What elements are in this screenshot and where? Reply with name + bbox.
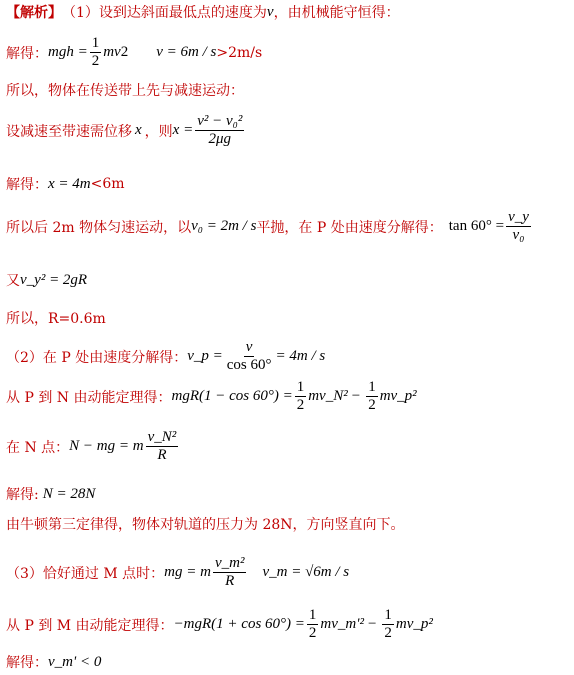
fraction-den: 2 [296,396,305,413]
tan-num: v_y [508,209,529,225]
line-14-text: （3）恰好通过 M 点时： [6,565,165,582]
line-10-text: 从 P 到 N 由动能定理得： [6,389,172,406]
vp-fraction [225,340,274,373]
tan-fraction [506,210,531,243]
line-15 [6,608,433,641]
line-10 [6,380,417,413]
energy-pn-lhs: mgR(1 − cos 60°) = [171,388,293,405]
fraction-den: 2 [91,52,100,69]
line-14 [6,556,349,589]
kinetic-p: mv_p² [379,388,417,405]
line-6 [6,210,533,243]
line-9-text: （2）在 P 处由速度分解得： [6,349,188,366]
fraction-half-b [366,380,378,413]
line-2-label: 解得： [6,45,48,62]
fraction-num: 1 [296,379,305,395]
fraction-den: 2 [384,624,392,641]
tan-lhs: tan 60° = [448,218,505,235]
displacement-lhs: x = [172,122,194,139]
kinetic-n: mv_N² [308,388,348,405]
velocity-compare: >2m/s [216,44,263,61]
line-7 [6,270,87,290]
vp-rhs: = 4m / s [275,348,326,365]
line-13-text: 由牛顿第三定律得，物体对轨道的压力为 28N，方向竖直向下。 [6,517,405,533]
displacement-den: 2μg [208,130,232,147]
line-13 [6,514,405,534]
line-8 [6,308,106,328]
fraction-den: 2 [308,624,317,641]
line-11-text: 在 N 点： [6,439,70,456]
line-1-text-a: （1）设到达斜面最低点的速度为 [62,5,267,21]
displacement-num: v² − v₀² [197,113,243,129]
analysis-tag: 【解析】 [6,5,62,21]
line-1 [6,2,400,22]
line-6-text-b: 平抛，在 P 处由速度分解得： [256,219,443,236]
line-5-label: 解得： [6,177,48,193]
displacement-compare: <6m [90,176,125,192]
square-exp: 2 [120,44,129,61]
fraction-num: 1 [308,607,317,623]
line-11 [6,430,180,463]
newton-n-num: v_N² [147,429,177,445]
line-8-text: 所以，R=0.6m [6,311,106,327]
line-2 [6,36,262,69]
line-9 [6,340,325,373]
fraction-half [90,36,102,69]
line-5 [6,174,125,194]
minus-sign: − [367,616,377,633]
energy-eq-mv: mv [103,44,121,61]
fraction-half-c [307,608,319,641]
energy-pm-lhs: −mgR(1 + cos 60°) = [173,616,305,633]
energy-eq-lhs: mgh = [48,44,88,61]
vm-prime-result: v_m' < 0 [48,653,102,670]
displacement-fraction [195,114,244,147]
tan-den: v₀ [512,226,525,243]
line-12 [6,484,95,504]
fraction-num: 1 [368,379,376,395]
vp-num: v [245,339,253,355]
line-1-text-b: ，由机械能守恒得： [273,5,400,21]
line-4 [6,114,246,147]
kinetic-m: mv_m'² [320,616,364,633]
line-7-text: 又 [6,273,20,289]
line-12-label: 解得: [6,487,39,503]
vp-lhs: v_p = [187,348,223,365]
vp-den: cos 60° [226,356,272,373]
newton-m-fraction [213,556,247,589]
line-3-text: 所以，物体在传送带上先与减速运动： [6,83,244,99]
x-symbol: x [135,122,142,139]
line-16-label: 解得： [6,655,48,671]
line-15-text: 从 P 到 M 由动能定理得： [6,617,174,634]
normal-force-result: N = 28N [42,485,96,502]
newton-n-lhs: N − mg = m [69,438,144,455]
newton-n-fraction [146,430,179,463]
minus-sign: − [351,388,361,405]
initial-velocity: v₀ = 2m / s [191,218,257,235]
line-6-text-a: 所以后 2m 物体匀速运动，以 [6,219,192,236]
displacement-result: x = 4m [48,175,91,192]
vm-result: v_m = √6m / s [262,564,350,581]
vy-equation: v_y² = 2gR [20,271,88,288]
kinetic-p-2: mv_p² [395,616,433,633]
fraction-half-d [382,608,394,641]
newton-m-lhs: mg = m [164,564,211,581]
velocity-symbol: v [266,3,274,20]
line-16 [6,652,101,672]
newton-n-den: R [157,446,167,463]
newton-m-num: v_m² [214,555,245,571]
velocity-result: v = 6m / s [156,44,217,61]
line-4-text-b: ，则 [144,123,173,140]
fraction-num: 1 [384,607,392,623]
fraction-half-a [295,380,307,413]
line-4-text-a: 设减速至带速需位移 [6,123,132,140]
line-3 [6,80,244,100]
fraction-den: 2 [368,396,376,413]
newton-m-den: R [225,572,235,589]
fraction-num: 1 [91,35,100,51]
